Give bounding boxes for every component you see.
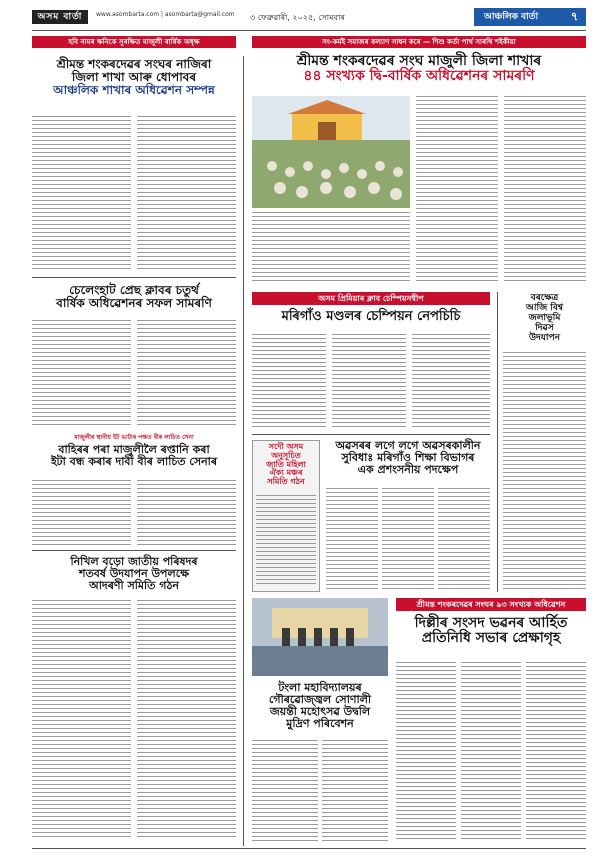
left-story-2-body-col1 <box>32 320 131 426</box>
header-rule <box>32 30 586 31</box>
stage-event-image <box>252 598 388 676</box>
main-story-body-col1 <box>416 96 498 284</box>
sports-body-col3 <box>412 334 490 428</box>
delhi-story-body-col2 <box>461 662 521 842</box>
sports-headline: মৰিগাঁও মণ্ডলৰ চেম্পিয়ন নেপচিচি <box>281 309 461 324</box>
sports-body-col1 <box>252 334 326 428</box>
main-story-body-col2 <box>504 96 586 284</box>
left-story-3-body-col1 <box>32 480 131 546</box>
wetland-day-body <box>503 352 586 592</box>
retirement-body-col1 <box>326 488 378 592</box>
column-divider <box>243 56 244 846</box>
left-story-3-headline: বাহিৰৰ পৰা মাজুলীলৈ ৰপ্তানি কৰা ইটা বন্ধ কৰাৰ দাবী বীৰ লাচিত সেনাৰ <box>50 443 218 469</box>
left-story-4-body-col2 <box>137 600 236 840</box>
left-story-2-body-col2 <box>137 320 236 426</box>
left-story-1-body-col1 <box>32 116 131 270</box>
divider <box>252 434 490 435</box>
main-story-caption-body <box>252 212 410 284</box>
sports-banner: অসম প্ৰিমিয়াৰ ক্লাব চেম্পিয়নশ্বীপ <box>252 292 490 305</box>
crowd-gathering-image <box>252 96 410 208</box>
section-name: আঞ্চলিক বাৰ্তা <box>484 12 539 22</box>
page-number: ৭ <box>570 10 578 23</box>
college-story-headline: টংলা মহাবিদ্যালয়ৰ গৌৰৱোজ্জ্বল সোণালী জয়ন্তী মহোৎসৱ উদ্বলি মুদ্ৰিণ পৰিবেশন <box>268 681 372 731</box>
left-story-3-body-col2 <box>137 480 236 546</box>
sc-women-forum-body <box>256 495 316 587</box>
retirement-body-col3 <box>438 488 490 592</box>
sc-women-forum-headline: সদৌ অসম অনুসূচিত জাতি মহিলা ঐক্য মঞ্চৰ সমিতি গঠন <box>266 442 306 487</box>
right-kicker: সং-কৰ্মই সমাজৰ কল্যাণ সাধন কৰে — শিশু কৰ্তা পাৰ্থ সাৰথি শইকীয়া <box>252 36 586 48</box>
contact-info: www.asombarta.com | asombarta@gmail.com <box>96 11 235 18</box>
sc-women-forum-box <box>252 440 320 592</box>
divider <box>32 277 236 278</box>
retirement-body-col2 <box>382 488 434 592</box>
divider <box>32 550 236 551</box>
college-story-body-col1 <box>252 740 318 842</box>
main-story-headline: শ্ৰীমন্ত শংকৰদেৱৰ সংঘ মাজুলী জিলা শাখাৰ ৪৪ সংখ্যক দ্বি-বাৰ্ষিক অধিৱেশনৰ সামৰণি <box>296 53 542 85</box>
wetland-day-headline: বৰক্ষেত্ৰ আজি বিশ্ব জলাভূমি দিৱস উদযাপন <box>526 293 563 343</box>
delhi-story-body-col1 <box>396 662 456 842</box>
issue-date: ৩ ফেব্ৰুৱাৰী, ২০২৫, সোমবাৰ <box>250 13 345 22</box>
college-story-body-col2 <box>322 740 388 842</box>
main-story-photo <box>252 96 410 208</box>
delhi-story-headline: দিল্লীৰ সংসদ ভৱনৰ আৰ্হিত প্ৰতিনিধি সভাৰ প্ৰেক্ষাগৃহ <box>414 615 568 647</box>
delhi-story-body-col3 <box>526 662 586 842</box>
section-label <box>474 8 586 26</box>
left-story-4-body-col1 <box>32 600 131 840</box>
footer-rule <box>32 848 586 849</box>
sidebar-divider <box>497 292 498 592</box>
left-story-3-kicker: মাজুলীৰ স্থানীয় ইট ভাটাৰ পক্ষত বীৰ লাচিত সেনা <box>74 434 194 441</box>
college-story-photo <box>252 598 388 676</box>
left-kicker: হবি নামৰ ক্ষনিকে সুৰক্ষিত মাজুলী ৰাৰ্ষিক অধৃক্ষ <box>32 36 236 48</box>
left-story-4-headline: নিখিল বড়ো জাতীয় পৰিষদৰ শতবৰ্ষ উদযাপন উপলক্ষে আদৰণী সমিতি গঠন <box>70 555 198 593</box>
left-story-1-headline: শ্ৰীমন্ত শংকৰদেৱৰ সংঘৰ নাজিৰা জিলা শাখা আৰু ধোপাবৰ আঞ্চলিক শাখাৰ অধিৱেশন সম্পন্ন <box>53 57 215 98</box>
sports-body-col2 <box>332 334 406 428</box>
delhi-story-kicker: শ্ৰীমন্ত শংকৰদেৱৰ সংঘৰ ৯৩ সংখ্যক অধিৱেশন <box>396 598 586 611</box>
retirement-headline: অৱসৰৰ লগে লগে অৱসৰকালীন সুবিধাঃ মৰিগাঁও শিক্ষা বিভাগৰ এক প্ৰশংসনীয় পদক্ষেপ <box>335 439 481 477</box>
left-story-1-body-col2 <box>137 116 236 270</box>
left-story-2-headline: চেলেংহাট প্ৰেছ ক্লাবৰ চতুৰ্থ বাৰ্ষিক অধিৱেশনৰ সফল সামৰণি <box>56 283 212 311</box>
publication-logo: অসম বাৰ্তা <box>32 10 88 24</box>
